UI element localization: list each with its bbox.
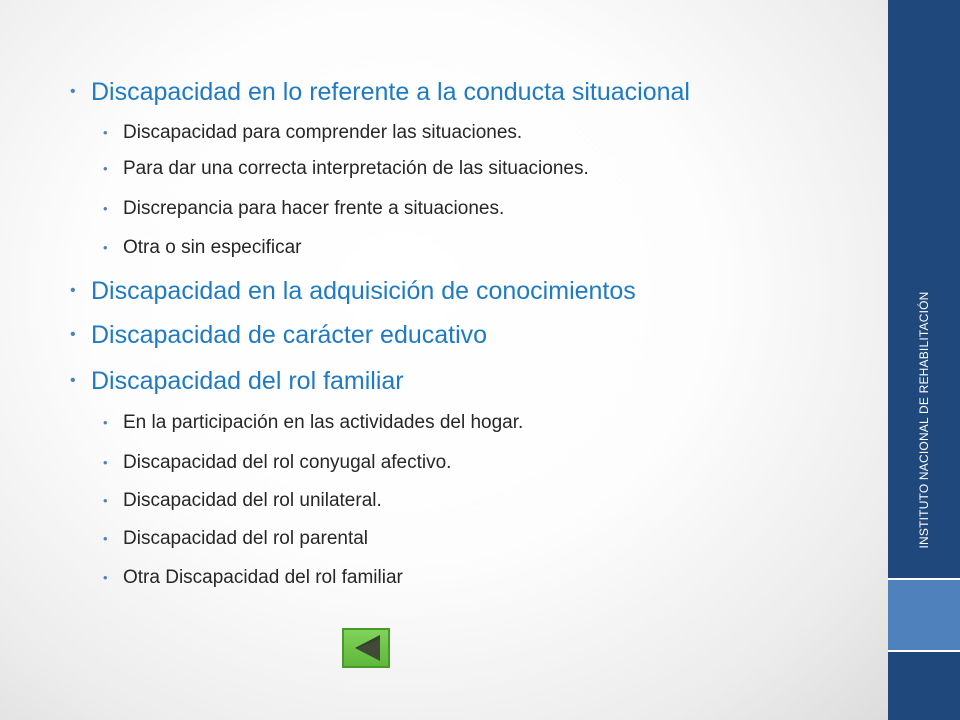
bullet-dot: • — [103, 125, 108, 140]
bullet-dot: • — [103, 531, 108, 546]
bullet-dot: • — [70, 326, 76, 343]
sub-bullet-text: Discapacidad del rol parental — [123, 528, 369, 549]
sub-bullet-text: Para dar una correcta interpretación de las situaciones. — [123, 158, 589, 179]
bullet-dot: • — [103, 161, 108, 176]
sub-bullet-text: Discapacidad del rol unilateral. — [123, 490, 382, 511]
bullet-text: Discapacidad en la adquisición de conocimientos — [91, 277, 636, 305]
sidebar-divider-bottom — [888, 650, 960, 652]
sub-bullet-text: Discapacidad del rol conyugal afectivo. — [123, 452, 452, 473]
bullet-dot: • — [103, 455, 108, 470]
bullet-dot: • — [103, 201, 108, 216]
sub-bullet-text: Discapacidad para comprender las situaciones. — [123, 122, 523, 143]
bullet-dot: • — [70, 282, 76, 299]
bullet-dot: • — [103, 570, 108, 585]
bullet-text: Discapacidad del rol familiar — [91, 367, 404, 395]
back-arrow-icon — [344, 630, 388, 666]
sidebar — [888, 0, 960, 720]
bullet-dot: • — [70, 372, 76, 389]
sidebar-institution-label: INSTITUTO NACIONAL DE REHABILITACIÓN — [917, 291, 931, 549]
sidebar-accent-block — [888, 580, 960, 650]
bullet-dot: • — [103, 493, 108, 508]
bullet-dot: • — [103, 240, 108, 255]
bullet-text: Discapacidad en lo referente a la conducta situacional — [91, 78, 690, 106]
sub-bullet-text: Otra Discapacidad del rol familiar — [123, 567, 403, 588]
sub-bullet-text: Discrepancia para hacer frente a situaciones. — [123, 198, 505, 219]
sub-bullet-text: Otra o sin especificar — [123, 237, 302, 258]
bullet-text: Discapacidad de carácter educativo — [91, 321, 488, 349]
bullet-dot: • — [70, 83, 76, 100]
sub-bullet-text: En la participación en las actividades del hogar. — [123, 412, 524, 433]
bullet-dot: • — [103, 415, 108, 430]
back-button[interactable] — [342, 628, 390, 668]
